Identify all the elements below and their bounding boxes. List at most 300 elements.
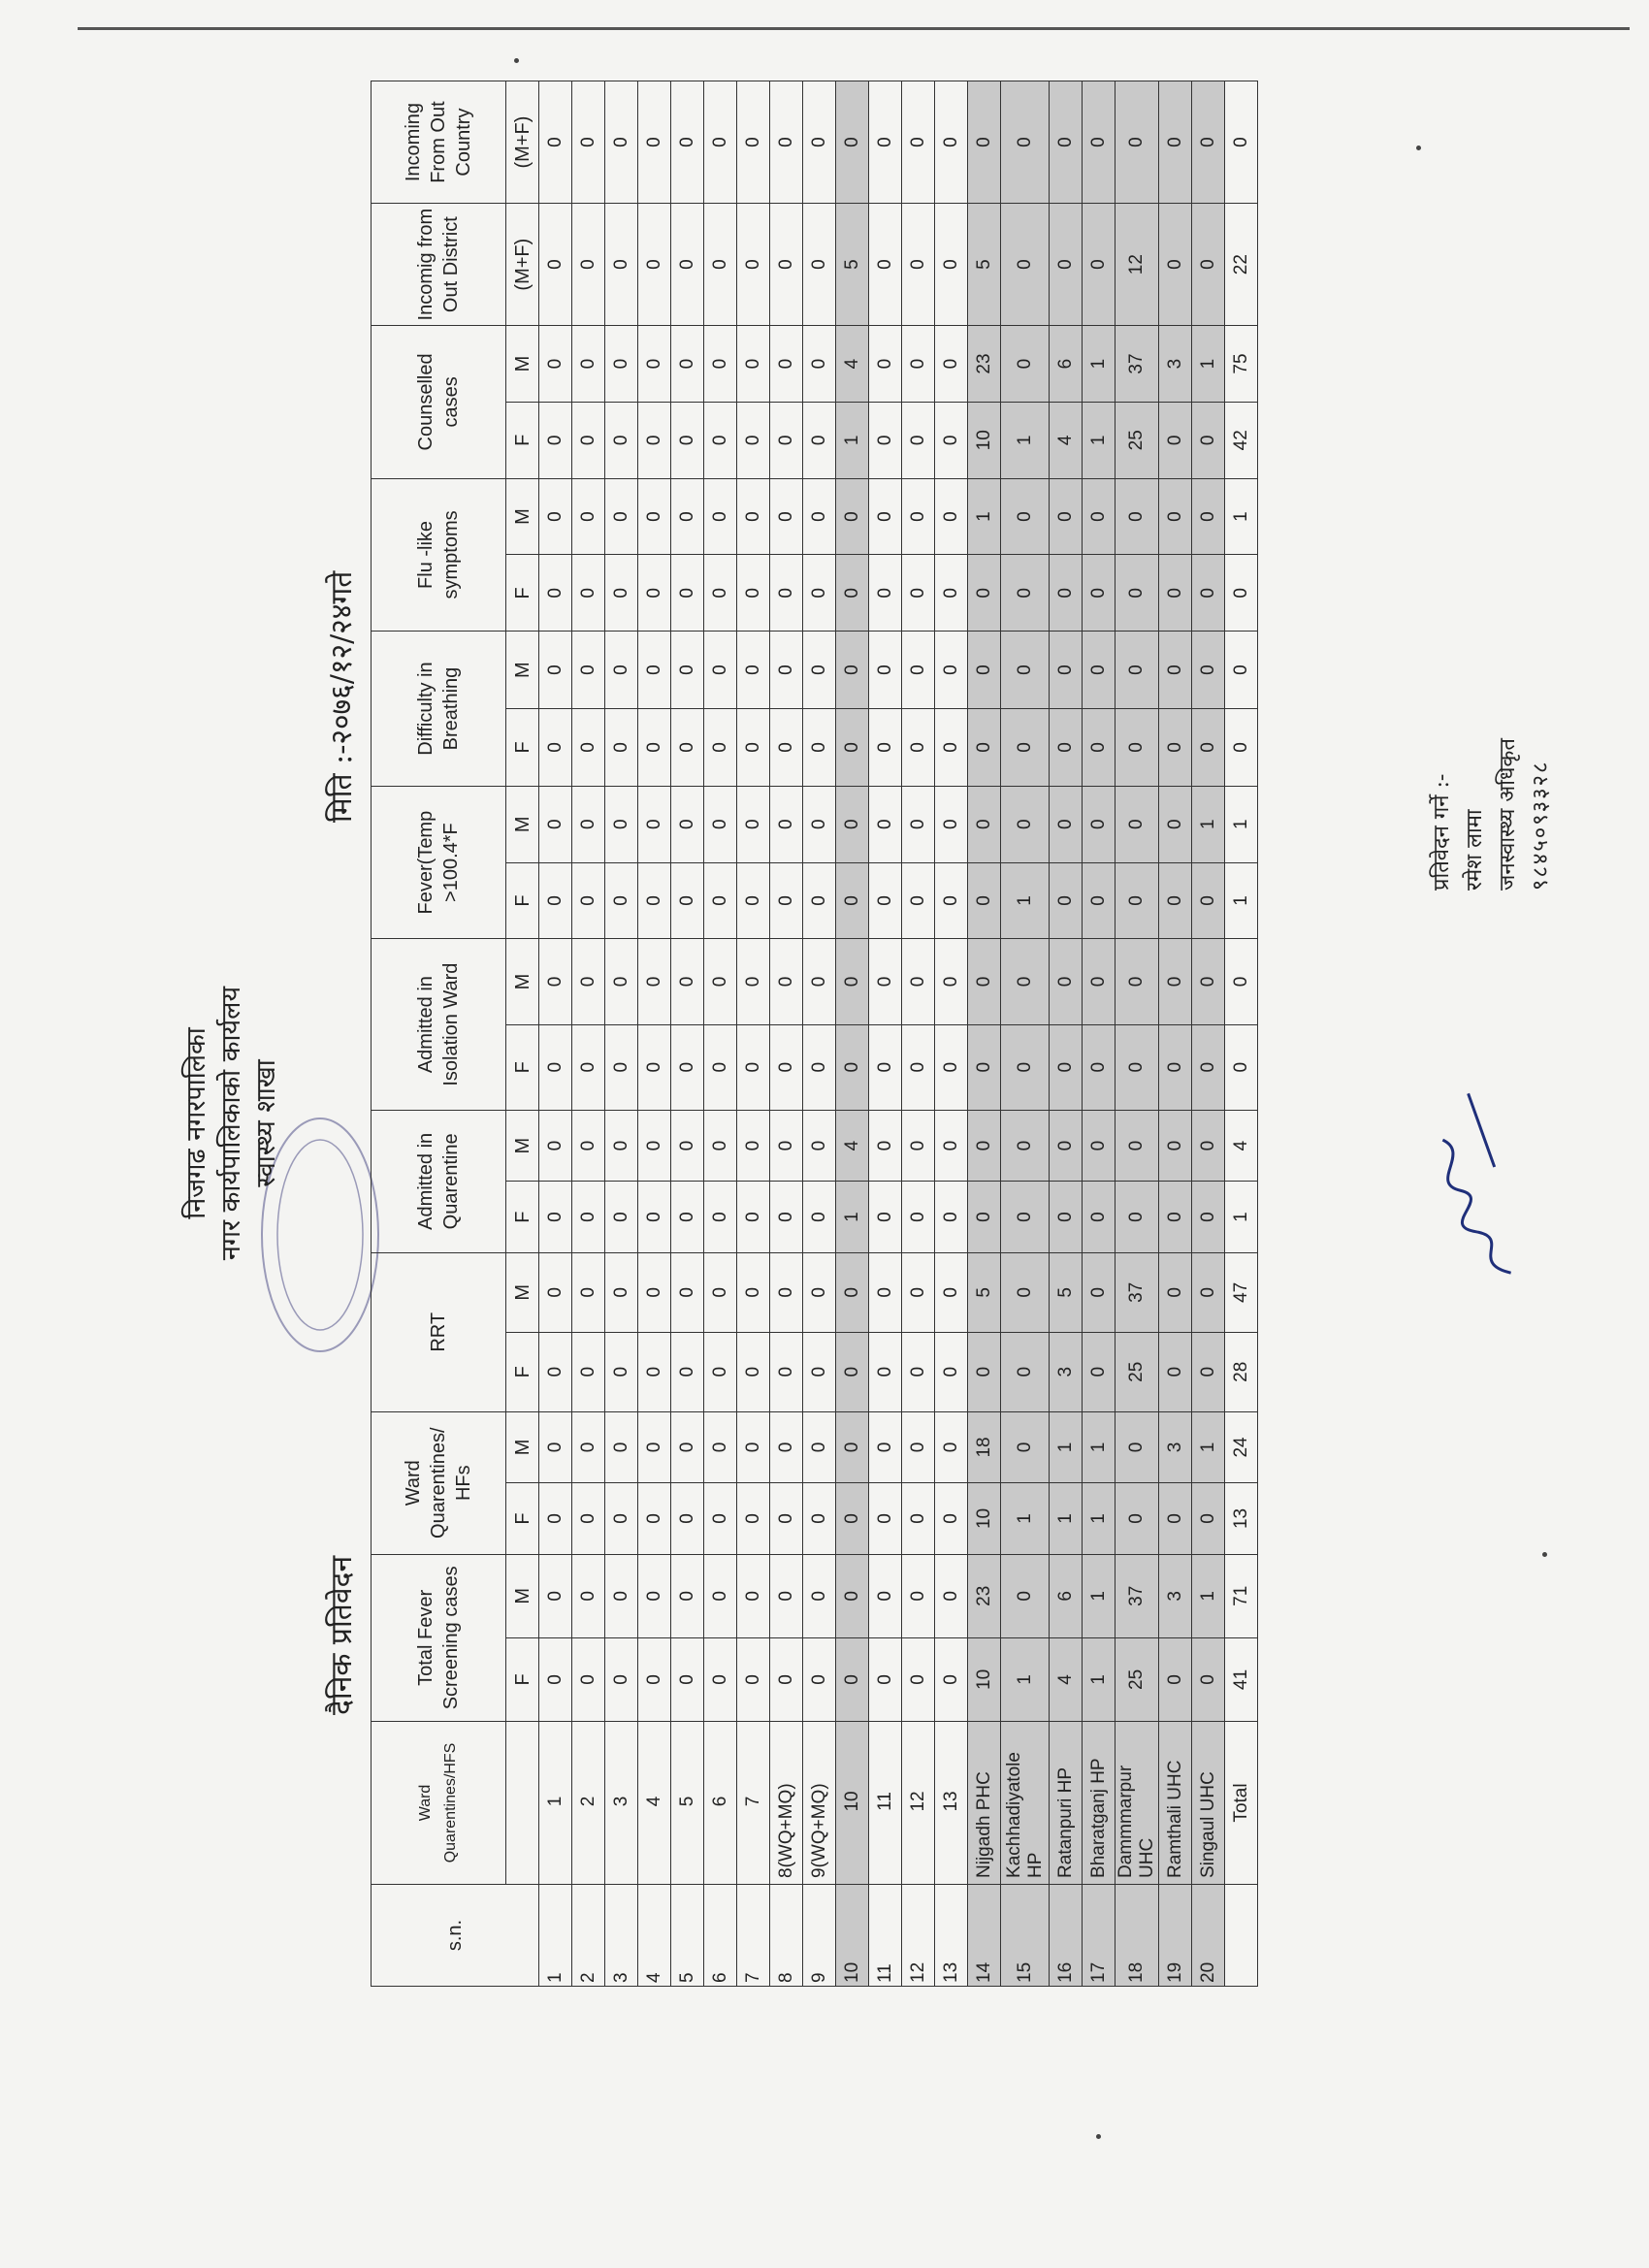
cell-value: 0 bbox=[572, 204, 605, 326]
subhead-f: F bbox=[506, 1637, 539, 1721]
cell-value: 0 bbox=[1083, 204, 1116, 326]
cell-value: 0 bbox=[1192, 204, 1225, 326]
cell-value: 0 bbox=[935, 1483, 968, 1555]
cell-value: 0 bbox=[1116, 1483, 1159, 1555]
cell-value: 25 bbox=[1116, 402, 1159, 478]
cell-value: 1 bbox=[1001, 1483, 1050, 1555]
cell-value: 10 bbox=[968, 402, 1001, 478]
cell-value: 0 bbox=[704, 326, 737, 403]
table-row bbox=[1116, 81, 1159, 1987]
cell-value: 0 bbox=[836, 478, 869, 555]
reporter-phone: ९८४५०९३३२८ bbox=[1529, 760, 1553, 891]
table-row bbox=[1192, 81, 1225, 1987]
cell-value: 0 bbox=[803, 81, 836, 204]
cell-value: 0 bbox=[836, 632, 869, 709]
cell-value: 0 bbox=[704, 939, 737, 1024]
cell-value: 0 bbox=[605, 402, 638, 478]
cell-value: 0 bbox=[671, 1252, 704, 1332]
cell-value: 0 bbox=[803, 1332, 836, 1411]
cell-value: 0 bbox=[1083, 81, 1116, 204]
cell-value: 0 bbox=[770, 632, 803, 709]
cell-value: 0 bbox=[935, 555, 968, 632]
cell-value: 0 bbox=[770, 555, 803, 632]
cell-value: 0 bbox=[572, 402, 605, 478]
total-value: 24 bbox=[1225, 1411, 1258, 1483]
cell-value: 0 bbox=[902, 478, 935, 555]
cell-value: 0 bbox=[869, 786, 902, 862]
col-fever-screening: Total Fever Screening cases bbox=[372, 1554, 506, 1721]
cell-value: 0 bbox=[869, 1554, 902, 1637]
cell-value: 0 bbox=[737, 81, 770, 204]
cell-value: 0 bbox=[836, 1024, 869, 1110]
cell-value: 0 bbox=[1159, 478, 1192, 555]
cell-value: 0 bbox=[869, 1483, 902, 1555]
total-value: 4 bbox=[1225, 1110, 1258, 1182]
cell-value: 0 bbox=[902, 1332, 935, 1411]
cell-value: 0 bbox=[1001, 81, 1050, 204]
cell-value: 0 bbox=[1192, 1110, 1225, 1182]
cell-sn: 11 bbox=[869, 1884, 902, 1986]
total-value: 28 bbox=[1225, 1332, 1258, 1411]
cell-value: 0 bbox=[605, 1483, 638, 1555]
table-row bbox=[539, 81, 572, 1987]
cell-sn: 3 bbox=[605, 1884, 638, 1986]
cell-name: Dammmarpur UHC bbox=[1116, 1721, 1159, 1884]
cell-value: 0 bbox=[638, 939, 671, 1024]
section-name: स्वास्थ्य शाखा bbox=[251, 1059, 281, 1187]
cell-value: 0 bbox=[605, 1024, 638, 1110]
cell-name: 7 bbox=[737, 1721, 770, 1884]
subhead-m: M bbox=[506, 478, 539, 555]
cell-name: Nijgadh PHC bbox=[968, 1721, 1001, 1884]
cell-value: 0 bbox=[572, 1483, 605, 1555]
cell-value: 0 bbox=[638, 81, 671, 204]
cell-value: 0 bbox=[1116, 478, 1159, 555]
daily-report-table bbox=[371, 81, 1258, 1987]
total-value: 1 bbox=[1225, 1182, 1258, 1253]
cell-value: 0 bbox=[902, 1110, 935, 1182]
cell-value: 0 bbox=[803, 1110, 836, 1182]
cell-sn: 8 bbox=[770, 1884, 803, 1986]
cell-value: 0 bbox=[704, 402, 737, 478]
cell-value: 0 bbox=[869, 1637, 902, 1721]
total-value: 0 bbox=[1225, 555, 1258, 632]
cell-value: 0 bbox=[1159, 402, 1192, 478]
cell-value: 0 bbox=[968, 1110, 1001, 1182]
cell-value: 0 bbox=[803, 939, 836, 1024]
cell-value: 1 bbox=[836, 402, 869, 478]
cell-value: 0 bbox=[770, 1332, 803, 1411]
cell-value: 5 bbox=[968, 204, 1001, 326]
cell-value: 0 bbox=[737, 1110, 770, 1182]
cell-value: 0 bbox=[770, 1637, 803, 1721]
cell-value: 0 bbox=[671, 478, 704, 555]
cell-value: 0 bbox=[1001, 786, 1050, 862]
cell-value: 0 bbox=[1192, 1024, 1225, 1110]
cell-value: 0 bbox=[1083, 478, 1116, 555]
cell-value: 23 bbox=[968, 1554, 1001, 1637]
cell-value: 0 bbox=[572, 786, 605, 862]
cell-value: 0 bbox=[902, 709, 935, 787]
cell-value: 37 bbox=[1116, 1252, 1159, 1332]
cell-value: 0 bbox=[605, 939, 638, 1024]
cell-value: 0 bbox=[968, 1332, 1001, 1411]
cell-sn: 13 bbox=[935, 1884, 968, 1986]
table-row bbox=[1159, 81, 1192, 1987]
cell-value: 0 bbox=[1116, 786, 1159, 862]
col-incoming-country: Incoming From Out Country bbox=[372, 81, 506, 204]
cell-name: 8(WQ+MQ) bbox=[770, 1721, 803, 1884]
total-row bbox=[1225, 81, 1258, 1987]
cell-value: 0 bbox=[935, 1411, 968, 1483]
cell-value: 0 bbox=[1001, 1252, 1050, 1332]
cell-value: 0 bbox=[737, 478, 770, 555]
total-value: 1 bbox=[1225, 862, 1258, 939]
cell-value: 0 bbox=[638, 326, 671, 403]
subhead-f: F bbox=[506, 1332, 539, 1411]
cell-value: 0 bbox=[1116, 1411, 1159, 1483]
col-sn: s.n. bbox=[372, 1884, 539, 1986]
cell-value: 0 bbox=[803, 1252, 836, 1332]
cell-value: 0 bbox=[1192, 1182, 1225, 1253]
subhead-f: F bbox=[506, 1483, 539, 1555]
total-value: 42 bbox=[1225, 402, 1258, 478]
cell-value: 0 bbox=[638, 1182, 671, 1253]
cell-value: 0 bbox=[737, 862, 770, 939]
cell-value: 0 bbox=[638, 1024, 671, 1110]
cell-value: 0 bbox=[704, 1637, 737, 1721]
cell-name: Ramthali UHC bbox=[1159, 1721, 1192, 1884]
cell-value: 0 bbox=[572, 1024, 605, 1110]
cell-value: 0 bbox=[1001, 326, 1050, 403]
cell-value: 0 bbox=[737, 1024, 770, 1110]
cell-sn: 5 bbox=[671, 1884, 704, 1986]
cell-value: 0 bbox=[869, 402, 902, 478]
cell-value: 0 bbox=[836, 786, 869, 862]
cell-value: 0 bbox=[1159, 81, 1192, 204]
cell-value: 0 bbox=[539, 204, 572, 326]
cell-value: 1 bbox=[1083, 1483, 1116, 1555]
cell-value: 0 bbox=[770, 326, 803, 403]
cell-value: 0 bbox=[671, 81, 704, 204]
cell-value: 0 bbox=[1001, 555, 1050, 632]
cell-value: 0 bbox=[902, 81, 935, 204]
table-row bbox=[704, 81, 737, 1987]
cell-name: Kachhadiyatole HP bbox=[1001, 1721, 1050, 1884]
table-row bbox=[671, 81, 704, 1987]
cell-value: 0 bbox=[671, 402, 704, 478]
cell-value: 0 bbox=[671, 862, 704, 939]
cell-value: 0 bbox=[1159, 204, 1192, 326]
cell-value: 0 bbox=[869, 632, 902, 709]
cell-sn: 14 bbox=[968, 1884, 1001, 1986]
cell-value: 0 bbox=[1159, 1252, 1192, 1332]
cell-value: 0 bbox=[935, 1252, 968, 1332]
cell-name: 12 bbox=[902, 1721, 935, 1884]
cell-value: 1 bbox=[1050, 1483, 1083, 1555]
report-title: दैनिक प्रतिवेदन bbox=[325, 1555, 359, 1715]
cell-value: 0 bbox=[1116, 555, 1159, 632]
cell-value: 0 bbox=[935, 632, 968, 709]
cell-value: 0 bbox=[539, 1252, 572, 1332]
cell-value: 0 bbox=[770, 1024, 803, 1110]
cell-value: 0 bbox=[968, 1182, 1001, 1253]
cell-value: 0 bbox=[836, 1252, 869, 1332]
cell-value: 0 bbox=[605, 862, 638, 939]
cell-value: 0 bbox=[1050, 632, 1083, 709]
cell-value: 0 bbox=[671, 632, 704, 709]
cell-value: 0 bbox=[737, 1182, 770, 1253]
cell-value: 0 bbox=[902, 1554, 935, 1637]
cell-value: 0 bbox=[737, 204, 770, 326]
subhead-m: M bbox=[506, 939, 539, 1024]
cell-value: 0 bbox=[902, 632, 935, 709]
cell-value: 0 bbox=[1083, 862, 1116, 939]
cell-value: 0 bbox=[737, 1252, 770, 1332]
cell-value: 0 bbox=[935, 1110, 968, 1182]
cell-value: 0 bbox=[638, 478, 671, 555]
cell-value: 0 bbox=[1050, 1024, 1083, 1110]
table-row bbox=[1050, 81, 1083, 1987]
cell-value: 18 bbox=[968, 1411, 1001, 1483]
total-value: 0 bbox=[1225, 632, 1258, 709]
cell-sn: 6 bbox=[704, 1884, 737, 1986]
cell-value: 0 bbox=[836, 939, 869, 1024]
cell-value: 0 bbox=[704, 1024, 737, 1110]
cell-value: 1 bbox=[1083, 1637, 1116, 1721]
cell-value: 0 bbox=[770, 81, 803, 204]
cell-value: 0 bbox=[638, 1110, 671, 1182]
cell-value: 0 bbox=[737, 402, 770, 478]
subhead-m: M bbox=[506, 1554, 539, 1637]
cell-name: 13 bbox=[935, 1721, 968, 1884]
cell-value: 0 bbox=[572, 555, 605, 632]
cell-value: 0 bbox=[770, 939, 803, 1024]
cell-value: 0 bbox=[770, 1411, 803, 1483]
cell-value: 0 bbox=[605, 326, 638, 403]
cell-value: 0 bbox=[737, 1554, 770, 1637]
total-sn-empty bbox=[1225, 1884, 1258, 1986]
subhead-m: M bbox=[506, 632, 539, 709]
col-fever-temp: Fever(Temp >100.4*F bbox=[372, 786, 506, 939]
cell-sn: 9 bbox=[803, 1884, 836, 1986]
total-value: 0 bbox=[1225, 1024, 1258, 1110]
cell-value: 0 bbox=[1083, 555, 1116, 632]
cell-value: 3 bbox=[1050, 1332, 1083, 1411]
cell-value: 0 bbox=[539, 478, 572, 555]
total-value: 22 bbox=[1225, 204, 1258, 326]
subhead-f: F bbox=[506, 709, 539, 787]
cell-value: 0 bbox=[605, 1411, 638, 1483]
cell-sn: 19 bbox=[1159, 1884, 1192, 1986]
cell-value: 0 bbox=[803, 632, 836, 709]
total-value: 0 bbox=[1225, 709, 1258, 787]
cell-name: Ratanpuri HP bbox=[1050, 1721, 1083, 1884]
cell-sn: 7 bbox=[737, 1884, 770, 1986]
cell-value: 0 bbox=[902, 204, 935, 326]
cell-value: 0 bbox=[1001, 939, 1050, 1024]
cell-value: 1 bbox=[1083, 1411, 1116, 1483]
cell-value: 0 bbox=[704, 81, 737, 204]
cell-value: 6 bbox=[1050, 326, 1083, 403]
subhead-f: F bbox=[506, 1024, 539, 1110]
cell-value: 0 bbox=[1050, 478, 1083, 555]
cell-value: 0 bbox=[803, 555, 836, 632]
cell-value: 0 bbox=[1001, 1332, 1050, 1411]
cell-value: 0 bbox=[1083, 632, 1116, 709]
cell-value: 0 bbox=[902, 786, 935, 862]
cell-value: 0 bbox=[671, 709, 704, 787]
report-date: मिति :-२०७६/१२/२४गते bbox=[325, 570, 359, 823]
cell-value: 0 bbox=[1192, 1483, 1225, 1555]
cell-value: 0 bbox=[638, 862, 671, 939]
cell-value: 0 bbox=[1159, 1637, 1192, 1721]
cell-value: 0 bbox=[638, 709, 671, 787]
cell-value: 0 bbox=[1159, 709, 1192, 787]
cell-value: 0 bbox=[1050, 81, 1083, 204]
reporter-designation: जनस्वास्थ्य अधिकृत bbox=[1496, 738, 1520, 891]
cell-value: 0 bbox=[671, 555, 704, 632]
cell-value: 0 bbox=[671, 939, 704, 1024]
cell-value: 0 bbox=[671, 326, 704, 403]
cell-value: 0 bbox=[671, 1483, 704, 1555]
cell-value: 0 bbox=[770, 1110, 803, 1182]
cell-value: 0 bbox=[539, 1332, 572, 1411]
cell-value: 4 bbox=[1050, 402, 1083, 478]
cell-value: 0 bbox=[1001, 709, 1050, 787]
cell-value: 0 bbox=[1159, 1024, 1192, 1110]
cell-value: 0 bbox=[869, 1411, 902, 1483]
cell-value: 0 bbox=[836, 555, 869, 632]
cell-value: 0 bbox=[968, 632, 1001, 709]
cell-value: 1 bbox=[1083, 1554, 1116, 1637]
table-row bbox=[935, 81, 968, 1987]
cell-value: 0 bbox=[968, 939, 1001, 1024]
cell-value: 0 bbox=[638, 402, 671, 478]
cell-value: 0 bbox=[902, 862, 935, 939]
cell-value: 10 bbox=[968, 1483, 1001, 1555]
cell-value: 0 bbox=[770, 1483, 803, 1555]
cell-value: 0 bbox=[968, 786, 1001, 862]
cell-value: 5 bbox=[836, 204, 869, 326]
cell-value: 0 bbox=[638, 204, 671, 326]
col-counselled: Counselled cases bbox=[372, 326, 506, 479]
cell-value: 0 bbox=[572, 862, 605, 939]
table-row bbox=[803, 81, 836, 1987]
cell-value: 0 bbox=[638, 1252, 671, 1332]
cell-value: 0 bbox=[869, 939, 902, 1024]
cell-value: 0 bbox=[1083, 1332, 1116, 1411]
cell-value: 0 bbox=[704, 204, 737, 326]
cell-value: 0 bbox=[803, 1182, 836, 1253]
cell-value: 0 bbox=[572, 939, 605, 1024]
cell-value: 0 bbox=[803, 786, 836, 862]
cell-value: 0 bbox=[1192, 402, 1225, 478]
cell-value: 0 bbox=[902, 1411, 935, 1483]
cell-value: 0 bbox=[1050, 862, 1083, 939]
col-admitted-isolation: Admitted in Isolation Ward bbox=[372, 939, 506, 1110]
cell-value: 0 bbox=[770, 1252, 803, 1332]
cell-value: 1 bbox=[1192, 786, 1225, 862]
cell-value: 0 bbox=[869, 1110, 902, 1182]
cell-value: 3 bbox=[1159, 1554, 1192, 1637]
subhead-f: F bbox=[506, 862, 539, 939]
cell-value: 0 bbox=[770, 786, 803, 862]
cell-value: 0 bbox=[935, 862, 968, 939]
subhead-mf: (M+F) bbox=[506, 204, 539, 326]
cell-value: 0 bbox=[1050, 939, 1083, 1024]
cell-value: 0 bbox=[869, 1332, 902, 1411]
cell-value: 0 bbox=[704, 1411, 737, 1483]
cell-sn: 17 bbox=[1083, 1884, 1116, 1986]
cell-value: 0 bbox=[539, 1182, 572, 1253]
cell-value: 0 bbox=[968, 862, 1001, 939]
cell-value: 1 bbox=[1083, 326, 1116, 403]
table-row bbox=[638, 81, 671, 1987]
subhead-mf: (M+F) bbox=[506, 81, 539, 204]
cell-value: 0 bbox=[803, 402, 836, 478]
cell-value: 0 bbox=[869, 204, 902, 326]
cell-value: 4 bbox=[836, 326, 869, 403]
table-row bbox=[605, 81, 638, 1987]
cell-value: 0 bbox=[671, 1637, 704, 1721]
cell-value: 0 bbox=[968, 555, 1001, 632]
cell-value: 0 bbox=[1001, 204, 1050, 326]
office-header bbox=[179, 891, 284, 1356]
cell-value: 0 bbox=[572, 1110, 605, 1182]
cell-value: 5 bbox=[1050, 1252, 1083, 1332]
cell-value: 0 bbox=[1001, 1411, 1050, 1483]
cell-value: 0 bbox=[836, 1332, 869, 1411]
cell-value: 0 bbox=[539, 1110, 572, 1182]
col-incoming-district: Incomig from Out District bbox=[372, 204, 506, 326]
reporter-name: रमेश लामा bbox=[1463, 809, 1487, 891]
cell-value: 0 bbox=[968, 81, 1001, 204]
cell-value: 0 bbox=[902, 1637, 935, 1721]
total-value: 41 bbox=[1225, 1637, 1258, 1721]
cell-value: 1 bbox=[1083, 402, 1116, 478]
total-value: 75 bbox=[1225, 326, 1258, 403]
cell-value: 0 bbox=[572, 1182, 605, 1253]
cell-value: 0 bbox=[770, 1554, 803, 1637]
col-name-sub bbox=[506, 1721, 539, 1884]
cell-value: 0 bbox=[539, 1637, 572, 1721]
cell-value: 0 bbox=[572, 1554, 605, 1637]
cell-value: 0 bbox=[1083, 939, 1116, 1024]
col-difficulty-breathing: Difficulty in Breathing bbox=[372, 632, 506, 787]
cell-value: 0 bbox=[638, 1637, 671, 1721]
cell-value: 0 bbox=[1159, 939, 1192, 1024]
cell-value: 0 bbox=[1159, 632, 1192, 709]
cell-value: 0 bbox=[836, 862, 869, 939]
cell-value: 0 bbox=[770, 1182, 803, 1253]
cell-value: 1 bbox=[836, 1182, 869, 1253]
cell-value: 0 bbox=[704, 709, 737, 787]
cell-value: 0 bbox=[539, 939, 572, 1024]
cell-value: 4 bbox=[836, 1110, 869, 1182]
cell-value: 0 bbox=[1001, 1024, 1050, 1110]
table-row bbox=[968, 81, 1001, 1987]
cell-value: 0 bbox=[935, 204, 968, 326]
cell-value: 0 bbox=[803, 1637, 836, 1721]
signature bbox=[1407, 1077, 1546, 1297]
cell-value: 3 bbox=[1159, 326, 1192, 403]
cell-value: 0 bbox=[1192, 81, 1225, 204]
subhead-m: M bbox=[506, 1411, 539, 1483]
cell-value: 0 bbox=[803, 1483, 836, 1555]
cell-value: 1 bbox=[1192, 1554, 1225, 1637]
cell-value: 0 bbox=[935, 939, 968, 1024]
